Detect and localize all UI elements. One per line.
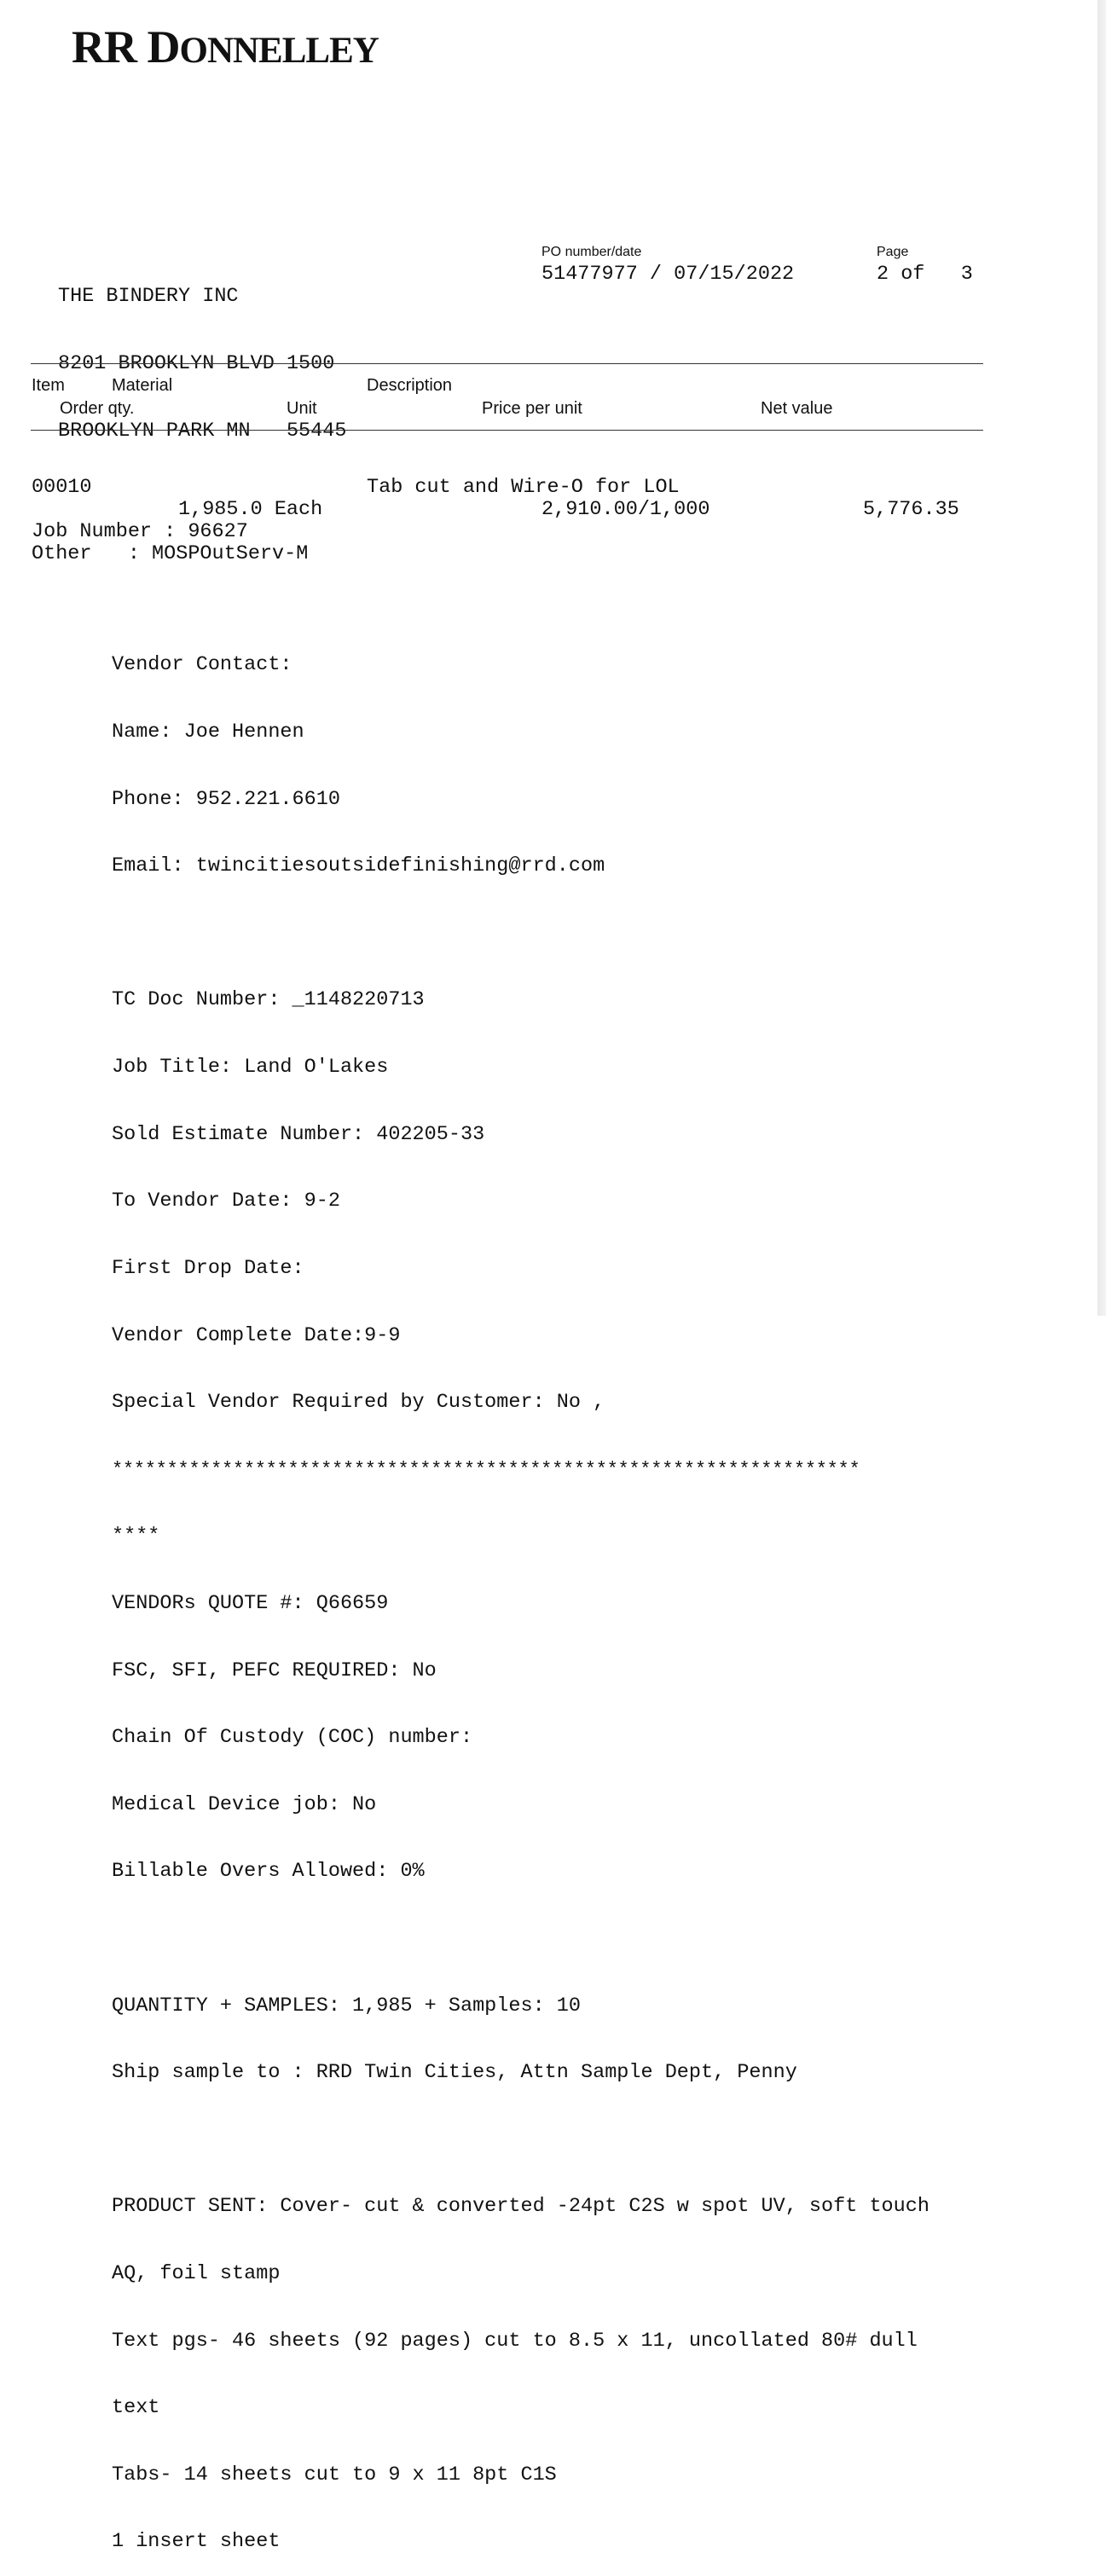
col-description: Description: [367, 376, 453, 395]
note-line: Text pgs- 46 sheets (92 pages) cut to 8.5 x 11, uncollated 80# dull: [112, 2329, 918, 2353]
page-value: 2 of 3: [877, 263, 973, 286]
notes-block: [112, 610, 929, 2576]
item-other: Other : MOSPOutServ-M: [32, 542, 309, 565]
note-line: ****: [112, 1525, 160, 1548]
note-line: TC Doc Number: _1148220713: [112, 988, 425, 1012]
item-number: 00010: [32, 476, 92, 499]
note-line: [112, 2129, 929, 2151]
page-label: Page: [877, 245, 909, 259]
item-order-qty: 1,985.0 Each: [178, 498, 323, 521]
item-description: Tab cut and Wire-O for LOL: [367, 476, 680, 499]
note-line: VENDORs QUOTE #: Q66659: [112, 1591, 389, 1615]
note-line: Sold Estimate Number: 402205-33: [112, 1122, 485, 1146]
note-line: FSC, SFI, PEFC REQUIRED: No: [112, 1658, 437, 1682]
note-line: Job Title: Land O'Lakes: [112, 1056, 389, 1080]
col-material: Material: [112, 376, 173, 395]
item-price: 2,910.00/1,000: [541, 498, 710, 521]
note-line: QUANTITY + SAMPLES: 1,985 + Samples: 10: [112, 1994, 581, 2017]
note-line: [112, 923, 929, 945]
note-line: First Drop Date:: [112, 1256, 304, 1280]
vendor-street: 8201 BROOKLYN BLVD 1500: [58, 352, 335, 376]
note-line: Medical Device job: No: [112, 1792, 377, 1816]
note-line: Vendor Contact:: [112, 653, 292, 677]
note-line: PRODUCT SENT: Cover- cut & converted -24pt C2S w spot UV, soft touch: [112, 2195, 929, 2219]
vendor-name: THE BINDERY INC: [58, 285, 239, 309]
note-line: Phone: 952.221.6610: [112, 787, 340, 811]
note-line: 1 insert sheet: [112, 2530, 281, 2554]
item-job-number: Job Number : 96627: [32, 520, 248, 543]
col-price-per-unit: Price per unit: [482, 399, 582, 418]
po-value: 51477977 / 07/15/2022: [541, 263, 795, 286]
col-net-value: Net value: [761, 399, 833, 418]
note-line: text: [112, 2396, 160, 2420]
note-line: To Vendor Date: 9-2: [112, 1190, 340, 1213]
po-label: PO number/date: [541, 245, 642, 259]
note-line: Name: Joe Hennen: [112, 721, 304, 744]
col-order-qty: Order qty.: [60, 399, 135, 418]
company-logo: RR DONNELLEY: [72, 21, 379, 72]
note-line: ********************************************************************: [112, 1458, 860, 1480]
note-line: Chain Of Custody (COC) number:: [112, 1726, 473, 1750]
vendor-address: [58, 241, 346, 465]
item-net-value: 5,776.35: [863, 498, 959, 521]
note-line: AQ, foil stamp: [112, 2262, 281, 2286]
vendor-city: BROOKLYN PARK MN 55445: [58, 419, 347, 443]
header-rule-top: [31, 363, 983, 364]
note-line: [112, 1928, 929, 1950]
note-line: Ship sample to : RRD Twin Cities, Attn Sample Dept, Penny: [112, 2061, 797, 2085]
note-line: Vendor Complete Date:9-9: [112, 1323, 401, 1347]
note-line: Tabs- 14 sheets cut to 9 x 11 8pt C1S: [112, 2463, 557, 2486]
note-line: Special Vendor Required by Customer: No ,: [112, 1391, 605, 1415]
col-item: Item: [32, 376, 65, 395]
note-line: Email: twincitiesoutsidefinishing@rrd.com: [112, 854, 605, 878]
page-edge: [1097, 0, 1106, 1316]
note-line: Billable Overs Allowed: 0%: [112, 1860, 425, 1884]
header-rule-bottom: [31, 430, 983, 431]
col-unit: Unit: [287, 399, 317, 418]
